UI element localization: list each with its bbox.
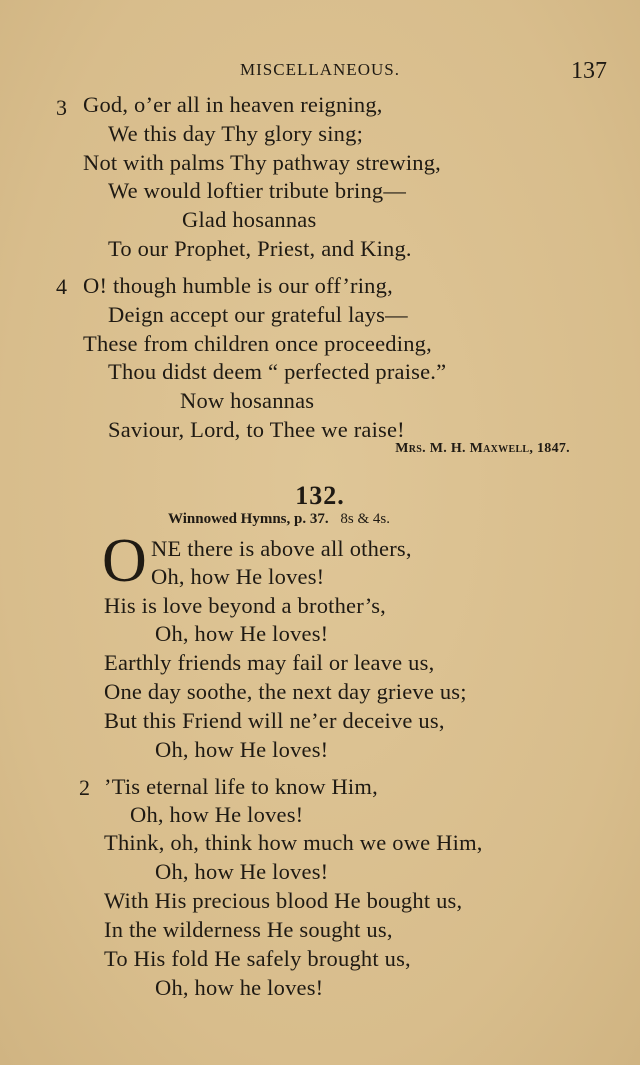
hymn-line: These from children once proceeding, <box>83 331 432 356</box>
source-reference: Winnowed Hymns, p. 37. <box>168 511 329 527</box>
hymn-line: One day soothe, the next day grieve us; <box>104 679 467 704</box>
hymn-line: Oh, how he loves! <box>155 975 324 1000</box>
hymn-line: God, o’er all in heaven reigning, <box>83 92 383 117</box>
hymn-line: To His fold He safely brought us, <box>104 946 411 971</box>
hymn-line: Earthly friends may fail or leave us, <box>104 650 435 675</box>
hymn-line: Oh, how He loves! <box>130 802 304 827</box>
drop-cap: O <box>102 527 147 595</box>
hymn-line: Thou didst deem “ perfected praise.” <box>108 359 447 384</box>
hymn-line: Oh, how He loves! <box>155 737 329 762</box>
hymn-line: Not with palms Thy pathway strewing, <box>83 150 441 175</box>
hymn-line: With His precious blood He bought us, <box>104 888 463 913</box>
hymn-line: Think, oh, think how much we owe Him, <box>104 830 483 855</box>
hymn-line: Oh, how He loves! <box>151 564 325 589</box>
hymn-number: 132. <box>295 481 345 510</box>
hymn-line: We would loftier tribute bring— <box>108 178 407 203</box>
stanza-number: 4 <box>56 274 67 299</box>
hymn-line: Glad hosannas <box>182 207 317 232</box>
author-attribution: Mrs. M. H. Maxwell, 1847. <box>395 441 570 456</box>
stanza-number: 2 <box>79 775 90 800</box>
hymn-line: NE there is above all others, <box>151 536 412 561</box>
hymn-line: Oh, how He loves! <box>155 621 329 646</box>
stanza-number: 3 <box>56 95 67 120</box>
tune-source <box>168 511 390 528</box>
meter: 8s & 4s. <box>340 511 390 527</box>
hymn-line: ’Tis eternal life to know Him, <box>104 774 378 799</box>
hymn-line: To our Prophet, Priest, and King. <box>108 236 412 261</box>
hymn-line: Oh, how He loves! <box>155 859 329 884</box>
hymn-line: O! though humble is our off’ring, <box>83 273 393 298</box>
running-title: MISCELLANEOUS. <box>240 60 400 79</box>
hymn-line: We this day Thy glory sing; <box>108 121 364 146</box>
hymn-line: Now hosannas <box>180 388 315 413</box>
hymn-line: But this Friend will ne’er deceive us, <box>104 708 445 733</box>
hymn-line: In the wilderness He sought us, <box>104 917 393 942</box>
hymn-line: Saviour, Lord, to Thee we raise! <box>108 417 405 442</box>
page-number: 137 <box>571 58 607 84</box>
hymn-line: Deign accept our grateful lays— <box>108 302 408 327</box>
hymn-line: His is love beyond a brother’s, <box>104 593 386 618</box>
